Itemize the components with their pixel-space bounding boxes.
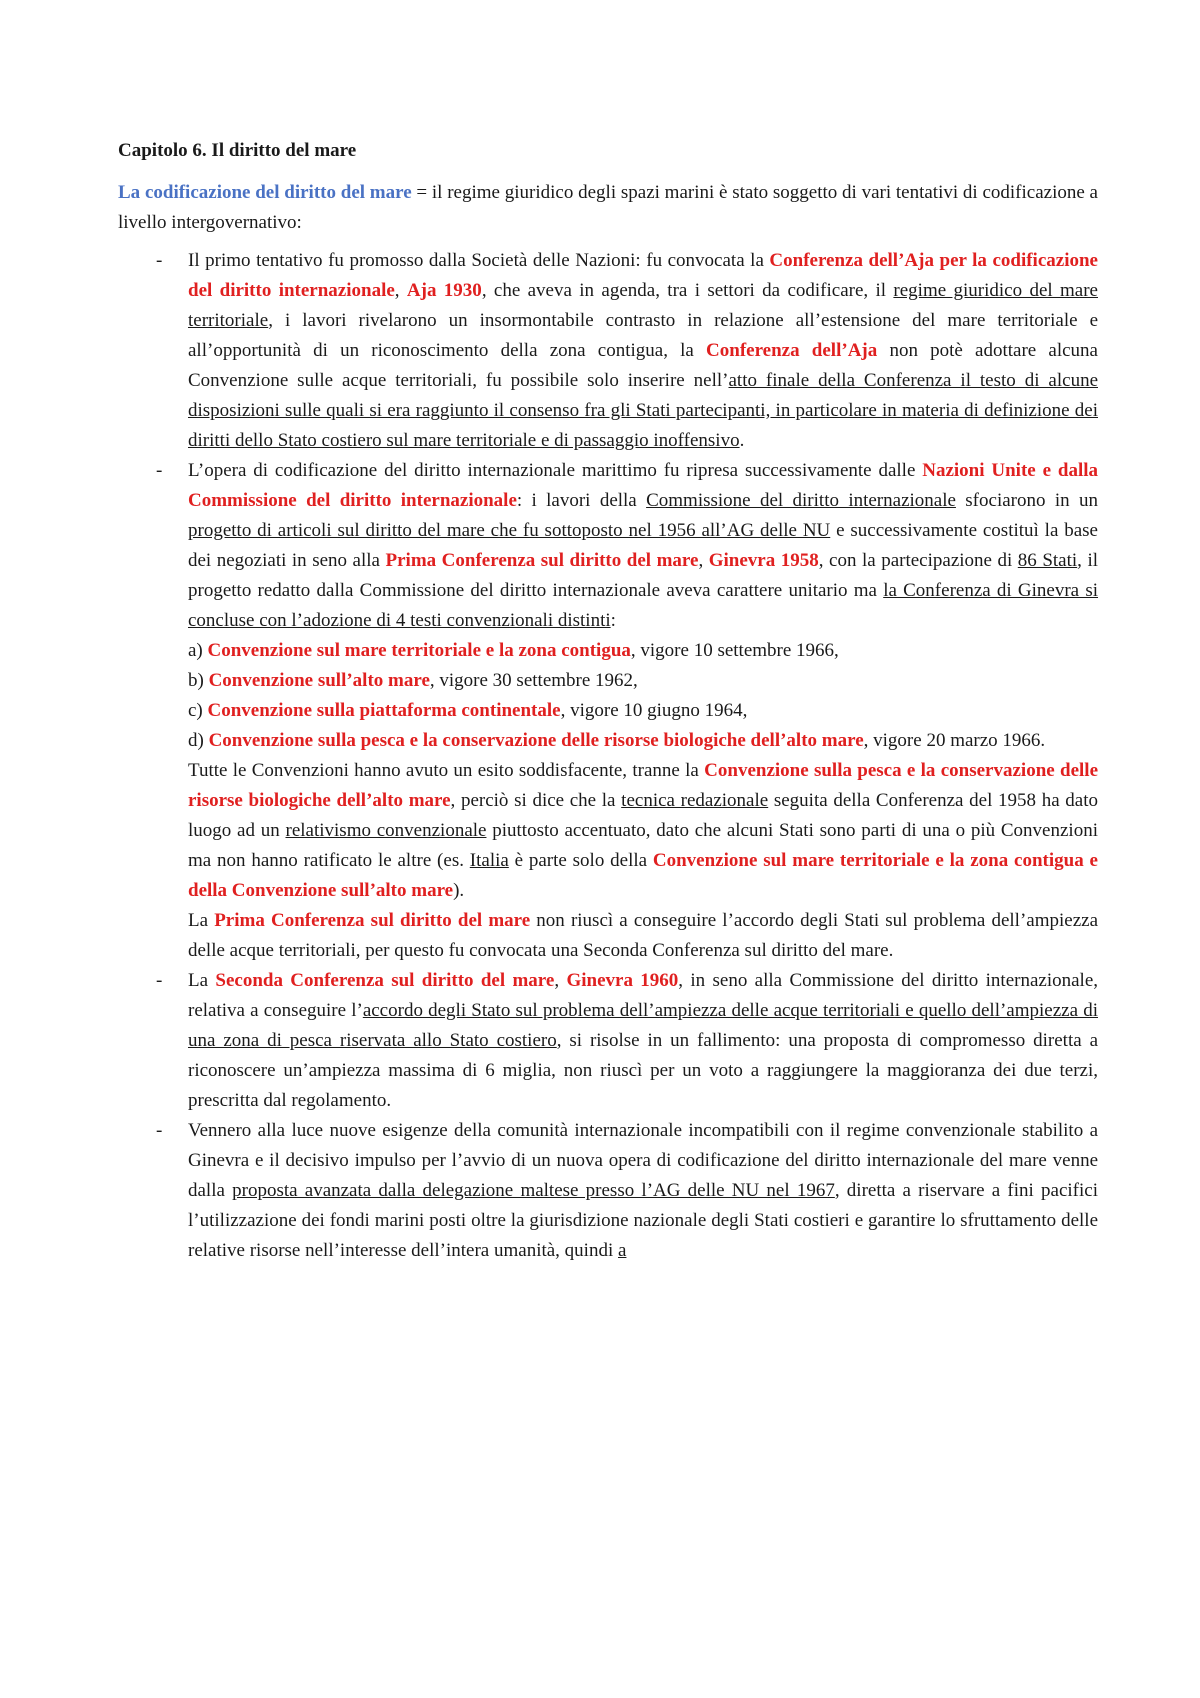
underline-run: Commissione del diritto internazionale xyxy=(646,490,956,511)
list-item-aja-1930 xyxy=(118,246,1098,456)
intro-lead: La codificazione del diritto del mare xyxy=(118,182,412,203)
text-run: L’opera di codificazione del diritto internazionale marittimo fu ripresa successivamente dalle xyxy=(188,460,923,481)
highlight-run: Conferenza dell’Aja per la codificazione del diritto internazionale xyxy=(188,250,1098,301)
highlight-run: Convenzione sull’alto mare xyxy=(208,670,430,691)
bullet-dash: - xyxy=(156,970,163,991)
highlight-run: Ginevra 1958 xyxy=(708,550,819,571)
text-run: , con la partecipazione di xyxy=(818,550,1018,571)
intro-text: = il regime giuridico degli spazi marini è stato soggetto di vari tentativi di codificazione a livello intergovernativo: xyxy=(118,182,1098,233)
text-run: , vigore 30 settembre 1962, xyxy=(429,670,638,691)
text-run: , in seno alla Commissione del diritto internazionale, relativa a conseguire l’ xyxy=(188,970,1099,1021)
highlight-run: Ginevra 1960 xyxy=(566,970,679,991)
text-run: : xyxy=(610,610,616,631)
text-run: , xyxy=(698,550,709,571)
text-run: , perciò si dice che la xyxy=(450,790,622,811)
underline-run: 86 Stati xyxy=(1017,550,1078,571)
sub-item-d xyxy=(188,726,1098,756)
text-run: b) xyxy=(188,670,209,691)
highlight-run: Prima Conferenza sul diritto del mare xyxy=(385,550,699,571)
underline-run: progetto di articoli sul diritto del mare che fu sottoposto nel 1956 all’AG delle NU xyxy=(188,520,831,541)
bullet-dash: - xyxy=(156,1120,163,1141)
bullet-dash: - xyxy=(156,250,163,271)
page-title: Capitolo 6. Il diritto del mare xyxy=(118,140,357,161)
highlight-run: Convenzione sul mare territoriale e la zona contigua xyxy=(207,640,631,661)
highlight-run: Aja 1930 xyxy=(406,280,482,301)
text-run: , i lavori rivelarono un insormontabile contrasto in relazione all’estensione del mare territoriale e all’opportunità di un riconoscimento della zona contigua, la xyxy=(188,310,1098,361)
text-run: c) xyxy=(188,700,208,721)
text-run: , diretta a riservare a fini pacifici l’utilizzazione dei fondi marini posti oltre la giurisdizione nazionale degli Stati costieri e garantire lo sfruttamento delle relative risorse nell’interesse dell’intera umanità, quindi xyxy=(188,1180,1098,1261)
highlight-run: Nazioni Unite e dalla Commissione del diritto internazionale xyxy=(188,460,1099,511)
list-item-ginevra-1960 xyxy=(118,966,1098,1116)
highlight-run: Convenzione sul mare territoriale e la zona contigua e della Convenzione sull’alto mare xyxy=(188,850,1098,901)
highlight-run: Convenzione sulla pesca e la conservazione delle risorse biologiche dell’alto mare xyxy=(208,730,864,751)
underline-run: la Conferenza di Ginevra si concluse con l’adozione di 4 testi convenzionali distinti xyxy=(188,580,1099,631)
text-run: , si risolse in un fallimento: una proposta di compromesso diretta a riconoscere un’ampiezza massima di 6 miglia, non riuscì per un voto a raggiungere la maggioranza dei due terzi, prescritta dal regolamento. xyxy=(188,1030,1098,1111)
text-run: ). xyxy=(453,880,465,901)
text-run: e successivamente costituì la base dei negoziati in seno alla xyxy=(188,520,1098,571)
item-paragraph xyxy=(188,756,1098,906)
underline-run: a xyxy=(618,1240,627,1261)
highlight-run: Convenzione sulla pesca e la conservazione delle risorse biologiche dell’alto mare xyxy=(188,760,1098,811)
text-run: , vigore 10 settembre 1966, xyxy=(630,640,839,661)
text-run: a) xyxy=(188,640,208,661)
text-run: non riuscì a conseguire l’accordo degli Stati sul problema dell’ampiezza delle acque territoriali, per questo fu convocata una Seconda Conferenza sul diritto del mare. xyxy=(188,910,1099,961)
text-run: d) xyxy=(188,730,209,751)
highlight-run: Prima Conferenza sul diritto del mare xyxy=(214,910,531,931)
text-run: Tutte le Convenzioni hanno avuto un esito soddisfacente, tranne la xyxy=(188,760,705,781)
text-run: , che aveva in agenda, tra i settori da codificare, il xyxy=(481,280,894,301)
list-item-malta-1967 xyxy=(118,1116,1098,1266)
underline-run: tecnica redazionale xyxy=(621,790,769,811)
underline-run: accordo degli Stato sul problema dell’ampiezza delle acque territoriali e quello dell’ampiezza di una zona di pesca riservata allo Stato costiero xyxy=(188,1000,1098,1051)
text-run: La xyxy=(188,970,216,991)
sub-item-c xyxy=(188,696,1098,726)
text-run: , xyxy=(394,280,407,301)
text-run: Vennero alla luce nuove esigenze della comunità internazionale incompatibili con il regime convenzionale stabilito a Ginevra e il decisivo impulso per l’avvio di un nuova opera di codificazione del diritto internazionale del mare venne dalla xyxy=(188,1120,1098,1201)
item-paragraph xyxy=(188,456,1098,636)
bullet-dash: - xyxy=(156,460,163,481)
underline-run: Italia xyxy=(469,850,509,871)
underline-run: relativismo convenzionale xyxy=(285,820,487,841)
intro-paragraph xyxy=(118,178,1098,238)
text-run: , vigore 20 marzo 1966. xyxy=(863,730,1046,751)
list-item-ginevra-1958 xyxy=(118,456,1098,966)
text-run: La xyxy=(188,910,215,931)
bullet-list xyxy=(118,246,1098,1266)
text-run: piuttosto accentuato, dato che alcuni Stati sono parti di una o più Convenzioni ma non hanno ratificato le altre (es. xyxy=(188,820,1098,871)
highlight-run: Convenzione sulla piattaforma continentale xyxy=(207,700,561,721)
underline-run: atto finale della Conferenza il testo di alcune disposizioni sulle quali si era raggiunto il consenso fra gli Stati partecipanti, in particolare in materia di definizione dei diritti dello Stato costiero sul mare territoriale e di passaggio inoffensivo xyxy=(188,370,1098,451)
sub-item-b xyxy=(188,666,1098,696)
text-run: Il primo tentativo fu promosso dalla Società delle Nazioni: fu convocata la xyxy=(188,250,770,271)
text-run: non potè adottare alcuna Convenzione sulle acque territoriali, fu possibile solo inserire nell’ xyxy=(188,340,1098,391)
text-run: : i lavori della xyxy=(516,490,647,511)
text-run: , xyxy=(554,970,567,991)
underline-run: proposta avanzata dalla delegazione maltese presso l’AG delle NU nel 1967 xyxy=(232,1180,835,1201)
highlight-run: Seconda Conferenza sul diritto del mare xyxy=(215,970,555,991)
text-run: , vigore 10 giugno 1964, xyxy=(560,700,748,721)
highlight-run: Conferenza dell’Aja xyxy=(706,340,878,361)
text-run: seguita della Conferenza del 1958 ha dato luogo ad un xyxy=(188,790,1099,841)
sub-item-a xyxy=(188,636,1098,666)
text-run: sfociarono in un xyxy=(955,490,1098,511)
text-run: . xyxy=(739,430,745,451)
item-paragraph xyxy=(188,906,1098,966)
underline-run: regime giuridico del mare territoriale xyxy=(188,280,1098,331)
text-run: è parte solo della xyxy=(508,850,653,871)
text-run: , il progetto redatto dalla Commissione del diritto internazionale aveva carattere unitario ma xyxy=(188,550,1099,601)
document-page xyxy=(118,140,1098,1266)
